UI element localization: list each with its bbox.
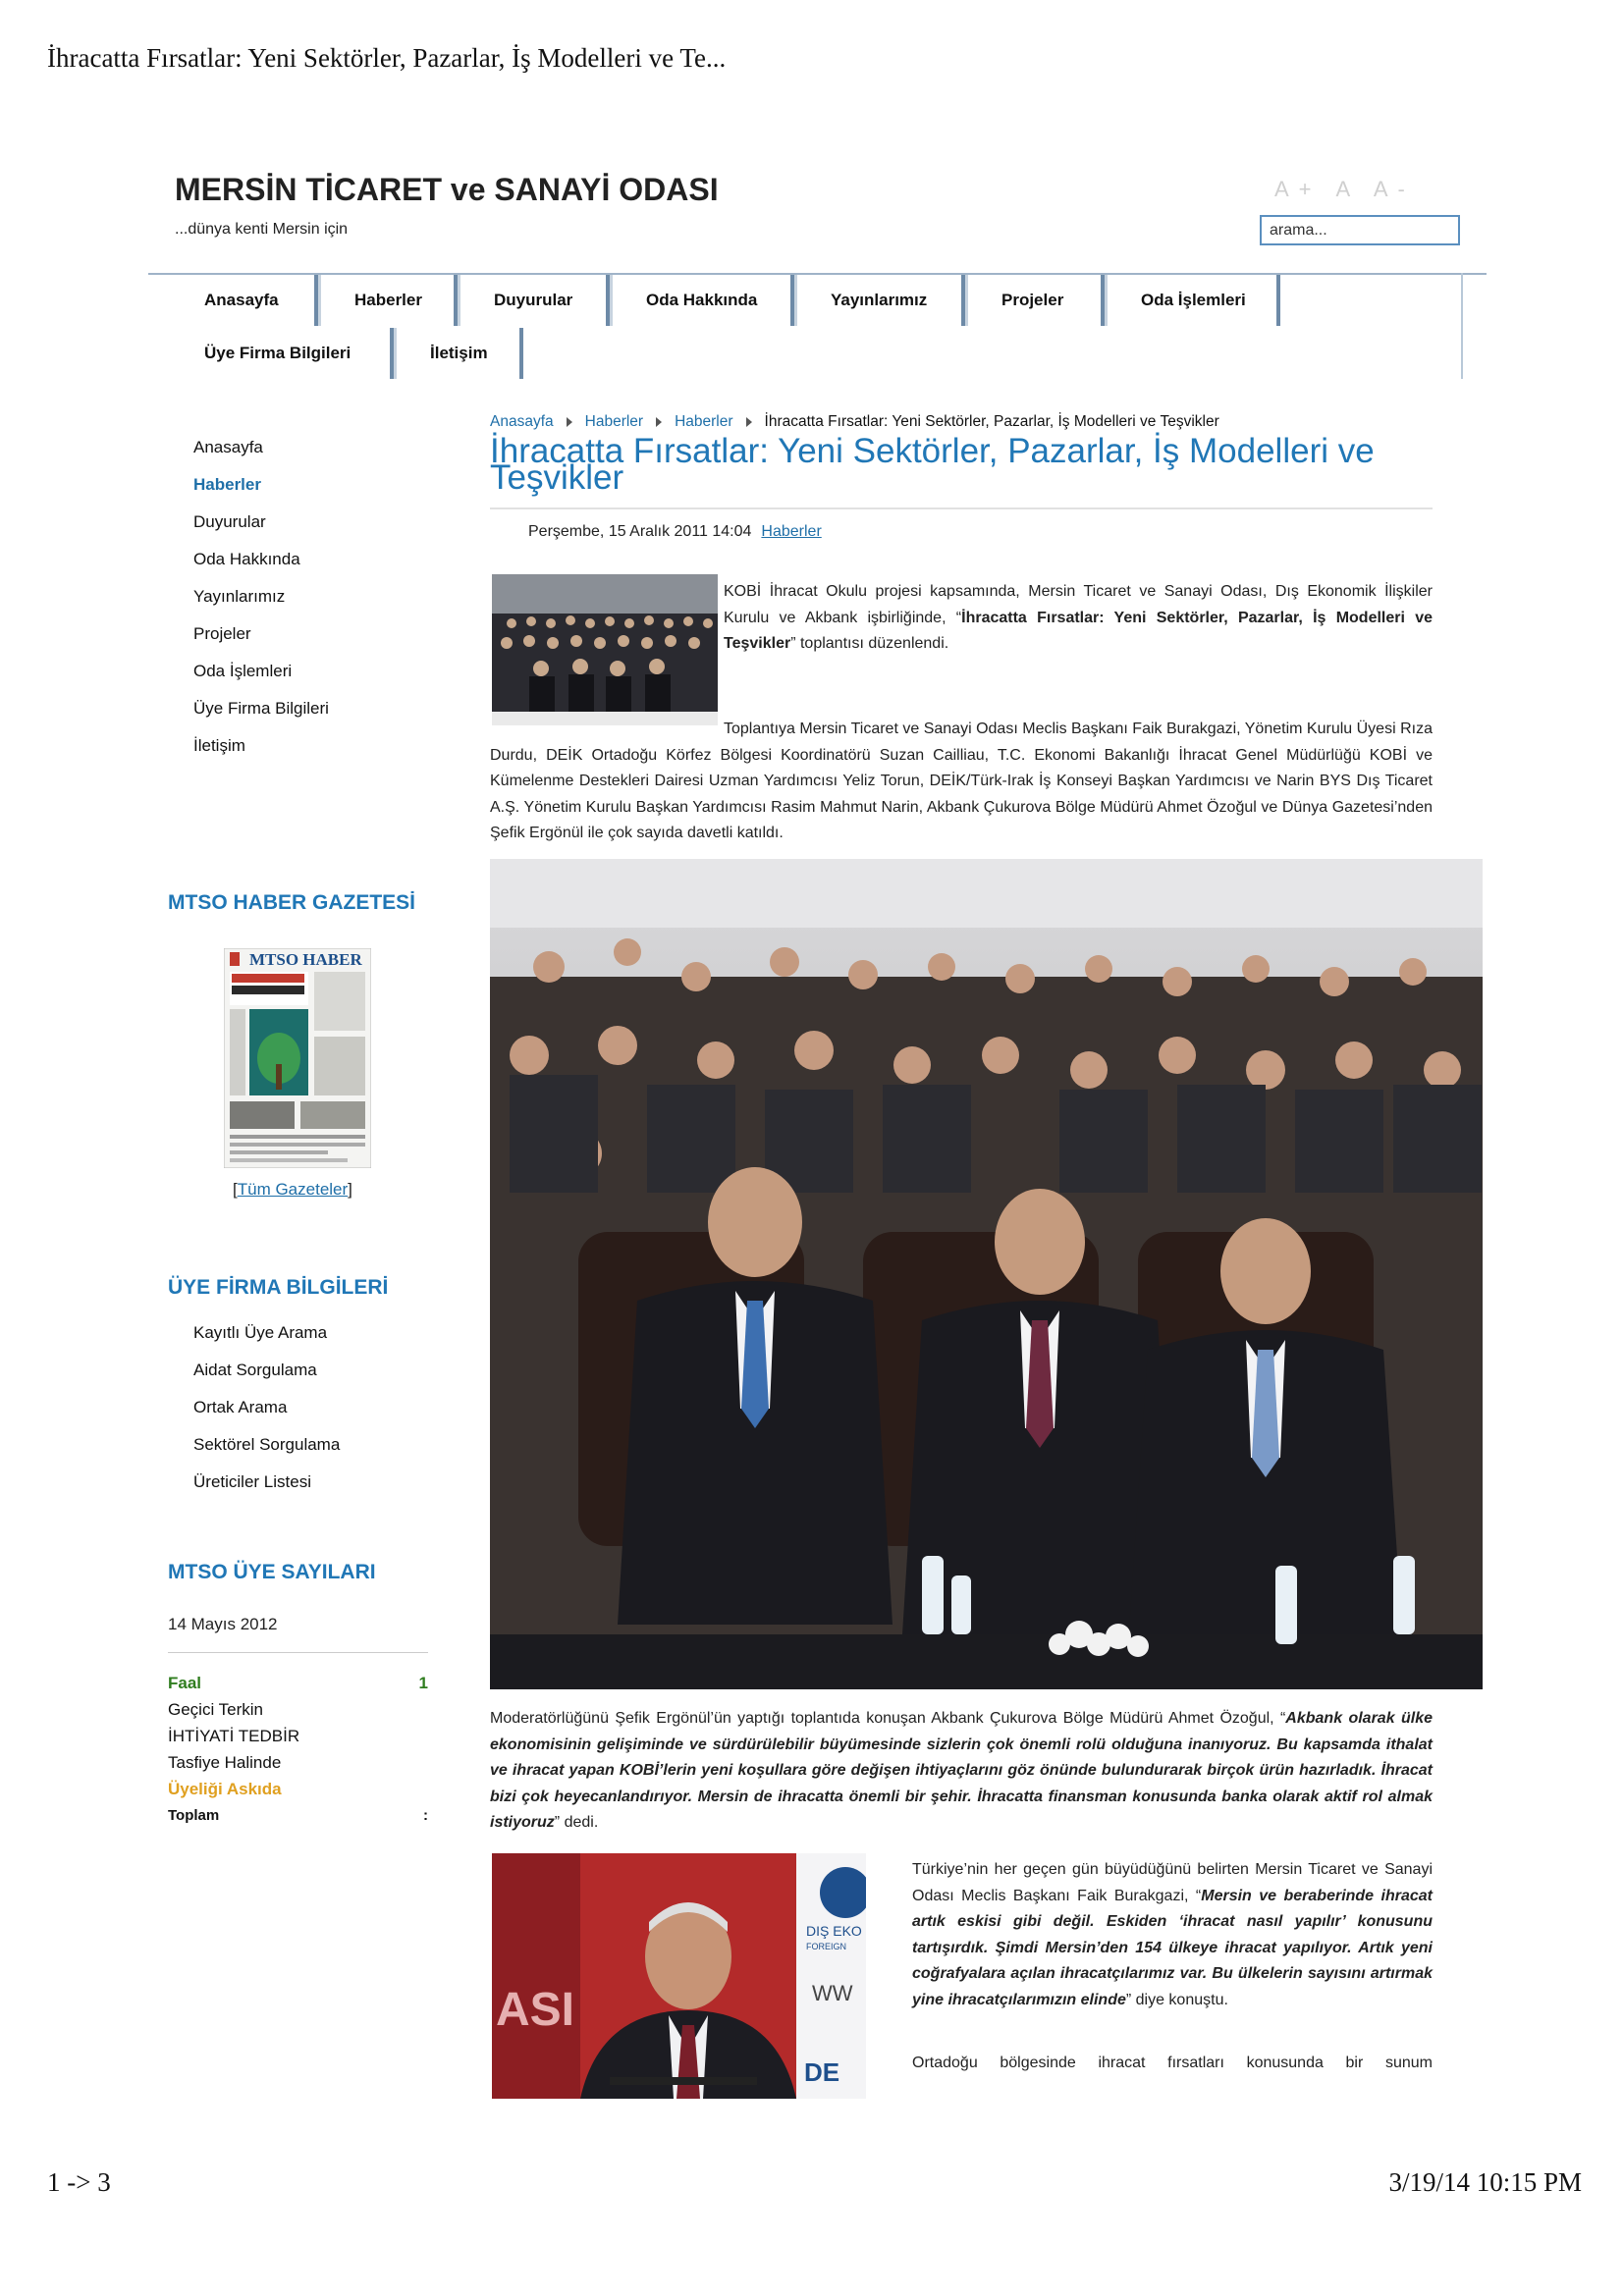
stat-value: : <box>423 1807 428 1824</box>
site-title[interactable]: MERSİN TİCARET ve SANAYİ ODASI <box>175 172 719 207</box>
font-increase-icon[interactable]: A+ <box>1274 177 1322 201</box>
breadcrumb-current: İhracatta Fırsatlar: Yeni Sektörler, Pazarlar, İş Modelleri ve Teşvikler <box>764 413 1219 430</box>
nav-anasayfa[interactable]: Anasayfa <box>171 275 318 326</box>
article-meta <box>528 523 822 541</box>
nav-uye-firma-bilgileri[interactable]: Üye Firma Bilgileri <box>171 328 394 379</box>
nav-duyurular[interactable]: Duyurular <box>458 275 610 326</box>
speaker-photo <box>492 1853 866 2099</box>
stat-label: Tasfiye Halinde <box>168 1753 282 1772</box>
gazette-heading: MTSO HABER GAZETESİ <box>168 891 416 914</box>
gazette-cover-image[interactable] <box>224 948 371 1168</box>
stat-label: Faal <box>168 1674 202 1692</box>
member-search-link[interactable]: Kayıtlı Üye Arama <box>193 1323 328 1342</box>
font-reset-icon[interactable]: A <box>1335 177 1359 201</box>
breadcrumb-arrow-icon <box>567 417 572 427</box>
all-gazettes-link[interactable]: Tüm Gazeteler <box>237 1180 349 1199</box>
breadcrumb-arrow-icon <box>746 417 752 427</box>
banner-mark-2: DE <box>804 2057 840 2087</box>
print-page-counter: 1 -> 3 <box>47 2167 111 2197</box>
nav-projeler[interactable]: Projeler <box>965 275 1105 326</box>
all-gazettes: [Tüm Gazeteler] <box>233 1180 352 1199</box>
sidebar-item-duyurular[interactable]: Duyurular <box>193 512 266 531</box>
stat-row-liquidation <box>168 1753 428 1773</box>
article-paragraph-5: Ortadoğu bölgesinde ihracat fırsatları konusunda bir sunum <box>912 2055 1433 2071</box>
sector-query-link[interactable]: Sektörel Sorgulama <box>193 1435 341 1454</box>
member-stats-divider <box>168 1652 428 1653</box>
article-date: Perşembe, 15 Aralık 2011 14:04 <box>528 523 752 540</box>
member-info-heading: ÜYE FİRMA BİLGİLERİ <box>168 1276 389 1299</box>
print-header-title: İhracatta Fırsatlar: Yeni Sektörler, Pazarlar, İş Modelleri ve Te... <box>47 43 727 73</box>
event-photo-large <box>490 859 1483 1689</box>
banner-mark-1: WW <box>812 1981 853 2005</box>
breadcrumb-news[interactable]: Haberler <box>584 413 644 430</box>
site-tagline: ...dünya kenti Mersin için <box>175 221 349 238</box>
gazette-masthead: MTSO HABER <box>249 950 362 969</box>
search-input[interactable] <box>1260 215 1460 245</box>
nav-iletisim[interactable]: İletişim <box>394 328 523 379</box>
member-stats-heading: MTSO ÜYE SAYILARI <box>168 1561 376 1583</box>
nav-haberler[interactable]: Haberler <box>318 275 458 326</box>
stat-row-injunction <box>168 1727 428 1746</box>
print-datetime: 3/19/14 10:15 PM <box>1388 2167 1582 2197</box>
banner-logo-subtext: FOREIGN <box>806 1942 847 1951</box>
stat-row-suspended <box>168 1780 428 1799</box>
dues-query-link[interactable]: Aidat Sorgulama <box>193 1361 317 1379</box>
stat-label: Üyeliği Askıda <box>168 1780 282 1798</box>
stat-row-active <box>168 1674 428 1693</box>
sidebar-item-yayinlarimiz[interactable]: Yayınlarımız <box>193 587 286 606</box>
stat-label: Geçici Terkin <box>168 1700 263 1719</box>
nav-right-border <box>1461 273 1463 379</box>
article-paragraph-3: Moderatörlüğünü Şefik Ergönül’ün yaptığı toplantıda konuşan Akbank Çukurova Bölge Müdürü Ahmet Özoğul, “Akbank olarak ülke ekonomisinin gelişiminde ve sürdürülebilir büyümesinde sizlerin çok önemli rolü olduğuna inanıyoruz. Bu kapsamda ithalat ve ihracat yapan KOBİ’lerin yeni koşullara göre değişen ihtiyaçlarını göz önünde bulundurarak birçok ürün hazırladık. İhracat bizi çok heyecanlandırıyor. Mersin de ihracatta önemli bir şehir. İhracatta finansman konusunda banka olarak aktif rol almak istiyoruz” dedi. <box>490 1710 1433 1831</box>
banner-text: ASI <box>496 1984 575 2036</box>
sidebar-item-oda-hakkinda[interactable]: Oda Hakkında <box>193 550 300 568</box>
font-size-tools <box>1274 177 1415 202</box>
member-stats-date: 14 Mayıs 2012 <box>168 1615 278 1633</box>
article-paragraph-2: Toplantıya Mersin Ticaret ve Sanayi Odası Meclis Başkanı Faik Burakgazi, Yönetim Kurulu Üyesi Rıza Durdu, DEİK Ortadoğu Körfez Bölgesi Koordinatörü Suzan Cailliau, T.C. Ekonomi Bakanlığı İhracat Genel Müdürlüğü KOBİ ve Kümelenme Destekleri Dairesi Uzman Yardımcısı Yeliz Torun, DEİK/Türk-Irak İş Konseyi Başkan Yardımcısı ve Narin BYS Dış Ticaret A.Ş. Yönetim Kurulu Başkan Yardımcısı Rasim Mahmut Narin, Akbank Çukurova Bölge Müdürü Ahmet Özoğul ve Dünya Gazetesi’nden Şefik Ergönül ile çok sayıda davetli katıldı. <box>490 721 1433 841</box>
sidebar-item-haberler[interactable]: Haberler <box>193 475 261 494</box>
breadcrumb-arrow-icon <box>656 417 662 427</box>
nav-oda-islemleri[interactable]: Oda İşlemleri <box>1105 275 1280 326</box>
sidebar-item-iletisim[interactable]: İletişim <box>193 736 245 755</box>
breadcrumb <box>490 413 1219 431</box>
nav-oda-hakkinda[interactable]: Oda Hakkında <box>610 275 794 326</box>
stat-value: 1 <box>418 1674 428 1692</box>
nav-yayinlarimiz[interactable]: Yayınlarımız <box>794 275 965 326</box>
title-divider <box>490 507 1433 509</box>
stat-label: İHTİYATİ TEDBİR <box>168 1727 300 1745</box>
audience-photo-small <box>492 574 718 725</box>
stat-row-temp-removal <box>168 1700 428 1720</box>
stat-row-total <box>168 1807 428 1824</box>
sidebar-item-projeler[interactable]: Projeler <box>193 624 251 643</box>
sidebar-item-anasayfa[interactable]: Anasayfa <box>193 438 263 456</box>
breadcrumb-news-sub[interactable]: Haberler <box>675 413 733 430</box>
sidebar-item-oda-islemleri[interactable]: Oda İşlemleri <box>193 662 293 680</box>
breadcrumb-home[interactable]: Anasayfa <box>490 413 554 430</box>
banner-logo-text: DIŞ EKO <box>806 1923 862 1939</box>
stat-label: Toplam <box>168 1807 220 1824</box>
article-category-link[interactable]: Haberler <box>761 523 822 540</box>
font-decrease-icon[interactable]: A- <box>1373 177 1415 201</box>
producers-list-link[interactable]: Üreticiler Listesi <box>193 1472 311 1491</box>
partner-search-link[interactable]: Ortak Arama <box>193 1398 288 1416</box>
article-title: İhracatta Fırsatlar: Yeni Sektörler, Pazarlar, İş Modelleri ve Teşvikler <box>490 432 1375 497</box>
article-paragraph-4: Türkiye’nin her geçen gün büyüdüğünü belirten Mersin Ticaret ve Sanayi Odası Meclis Başkanı Faik Burakgazi, “Mersin ve beraberinde ihracat artık eskisi gibi değil. Eskiden ‘ihracat nasıl yapılır’ konusunu tartışırdık. Şimdi Mersin’den 154 ülkeye ihracat yapılıyor. Artık yeni coğrafyalara açılan ihracatçılarımız var. Bu ülkelerin sayısını artırmak yine ihracatçılarımızın elinde” diye konuştu. <box>912 1861 1433 2008</box>
sidebar-item-uye-firma-bilgileri[interactable]: Üye Firma Bilgileri <box>193 699 329 718</box>
article-paragraph-1: KOBİ İhracat Okulu projesi kapsamında, Mersin Ticaret ve Sanayi Odası, Dış Ekonomik İlişkiler Kurulu ve Akbank işbirliğinde, “İhracatta Fırsatlar: Yeni Sektörler, Pazarlar, İş Modelleri ve Teşvikler” toplantısı düzenlendi. <box>724 583 1434 652</box>
